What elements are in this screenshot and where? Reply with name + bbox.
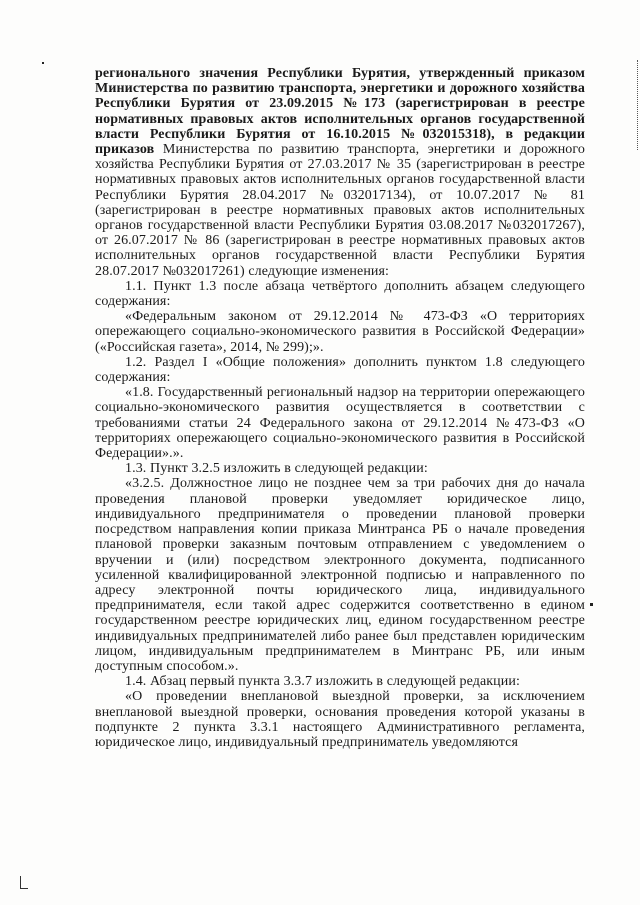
scan-speck — [590, 603, 593, 606]
quote-3-3-7: «О проведении внеплановой выездной проверки, за исключением внеплановой выездной проверки, основания проведения которой указаны в подпункте 2 пункта 3.3.1 настоящего Административного регламента, юридическое лицо, индивидуальный предприниматель уведомляются — [95, 689, 585, 750]
paragraph-1-3: 1.3. Пункт 3.2.5 изложить в следующей редакции: — [125, 461, 428, 477]
quote-1-8: «1.8. Государственный региональный надзор на территории опережающего социально-экономического развития осуществляется в соответствии с требованиями статьи 24 Федерального закона от 29.12.2014 №473-ФЗ «О территориях опережающего социально-экономического развития в Российской Федерации».». — [95, 385, 585, 462]
scan-corner-mark — [20, 876, 28, 889]
paragraph-1-4: 1.4. Абзац первый пункта 3.3.7 изложить в следующей редакции: — [125, 674, 520, 690]
intro-paragraph — [95, 66, 585, 279]
paragraph-1-2: 1.2. Раздел I «Общие положения» дополнить пунктом 1.8 следующего содержания: — [95, 354, 585, 386]
intro-text: Министерства по развитию транспорта, энергетики и дорожного хозяйства Республики Бурятия от 27.03.2017 № 35 (зарегистрирован в реестре нормативных правовых актов исполнительных органов государственной власти Республики Бурятия 28.04.2017 №032017134), от 10.07.2017 № 81 (зарегистрирован в реестре нормативных правовых актов исполнительных органов государственной власти Республики Бурятия 03.08.2017 №032017267), от 26.07.2017 № 86 (зарегистрирован в реестре нормативных правовых актов исполнительных органов государственной власти Республики Бурятия 28.07.2017 №032017261) следующие изменения: — [95, 142, 585, 279]
quote-3-2-5: «3.2.5. Должностное лицо не позднее чем за три рабочих дня до начала проведения плановой проверки уведомляет юридическое лицо, индивидуального предпринимателя о проведении плановой проверки посредством направления копии приказа Минтранса РБ о начале проведения плановой проверки заказным почтовым отправлением с уведомлением о вручении и (или) посредством электронного документа, подписанного усиленной квалифицированной электронной подписью и направленного по адресу электронной почты юридического лица, индивидуального предпринимателя, если такой адрес содержится соответственно в едином государственном реестре юридических лиц, едином государственном реестре индивидуальных предпринимателей либо ранее был представлен юридическим лицом, индивидуальным предпринимателем в Минтранс РБ, или иным доступным способом.». — [95, 476, 585, 674]
quote-federal-law: «Федеральным законом от 29.12.2014 № 473-ФЗ «О территориях опережающего социально-экономического развития в Российской Федерации» («Российская газета», 2014, № 299);». — [95, 309, 585, 355]
scan-speck — [42, 62, 44, 64]
scan-edge — [635, 60, 638, 150]
document-page — [95, 66, 585, 750]
intro-bold-text: регионального значения Республики Бурятия, утвержденный приказом Министерства по развитию транспорта, энергетики и дорожного хозяйства Республики Бурятия от 23.09.2015 №173 (зарегистрирован в реестре нормативных правовых актов исполнительных органов государственной власти Республики Бурятия от 16.10.2015 №032015318), в редакции приказов — [95, 66, 585, 158]
paragraph-1-1: 1.1. Пункт 1.3 после абзаца четвёртого дополнить абзацем следующего содержания: — [95, 278, 585, 310]
